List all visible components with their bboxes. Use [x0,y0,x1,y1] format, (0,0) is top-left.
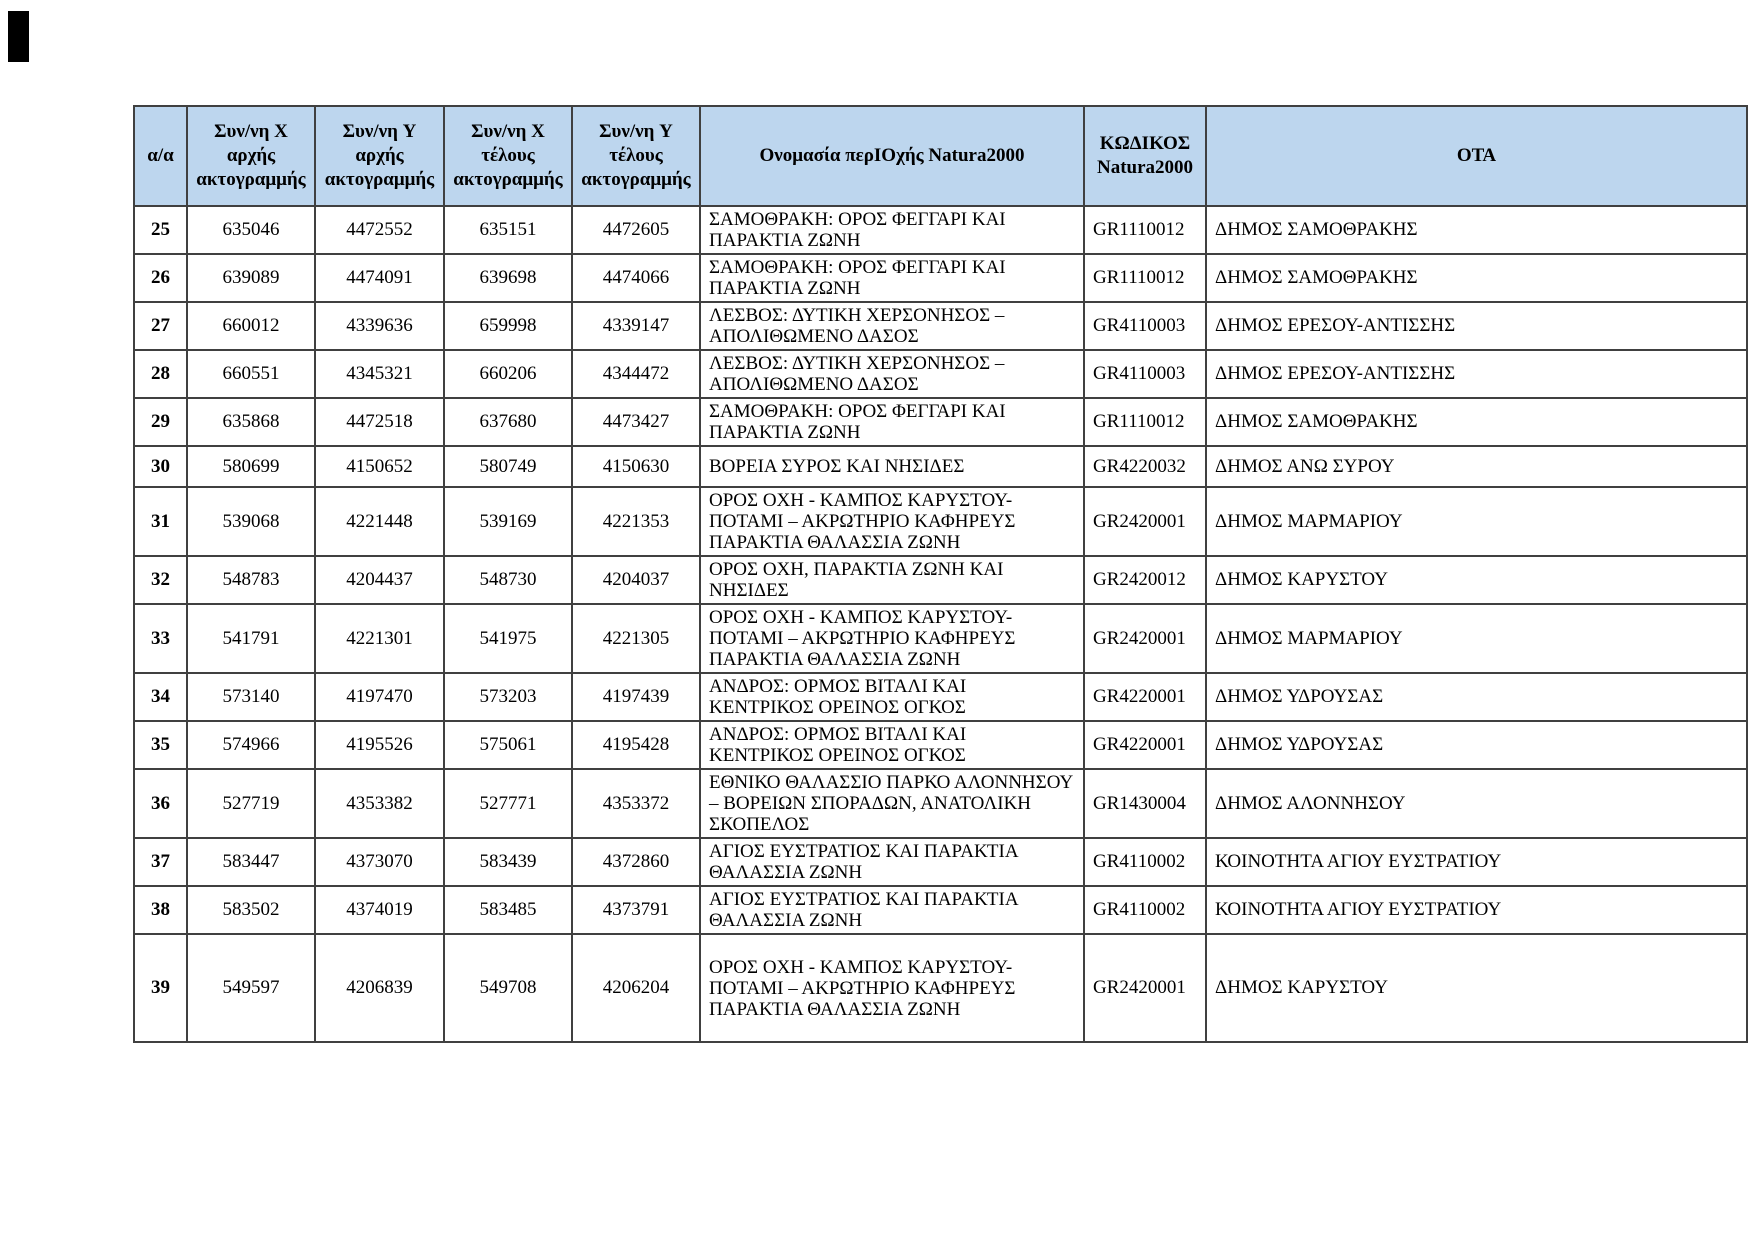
cell-y-end: 4373791 [572,886,700,934]
table-row [134,604,1747,673]
cell-row-number: 38 [134,886,187,934]
cell-region-name: ΒΟΡΕΙΑ ΣΥΡΟΣ ΚΑΙ ΝΗΣΙΔΕΣ [700,446,1084,487]
cell-y-end: 4221353 [572,487,700,556]
column-header-x-start: Συν/νη X αρχής ακτογραμμής [187,106,315,206]
column-header-code: ΚΩΔΙΚΟΣ Natura2000 [1084,106,1206,206]
cell-ota: ΔΗΜΟΣ ΥΔΡΟΥΣΑΣ [1206,721,1747,769]
cell-x-start: 539068 [187,487,315,556]
cell-y-end: 4344472 [572,350,700,398]
cell-natura-code: GR4220001 [1084,673,1206,721]
table-row [134,886,1747,934]
column-header-y-start: Συν/νη Y αρχής ακτογραμμής [315,106,444,206]
cell-ota: ΔΗΜΟΣ ΑΝΩ ΣΥΡΟΥ [1206,446,1747,487]
cell-y-end: 4474066 [572,254,700,302]
cell-ota: ΔΗΜΟΣ ΣΑΜΟΘΡΑΚΗΣ [1206,206,1747,254]
cell-y-start: 4221301 [315,604,444,673]
cell-region-name: ΑΓΙΟΣ ΕΥΣΤΡΑΤΙΟΣ ΚΑΙ ΠΑΡΑΚΤΙΑ ΘΑΛΑΣΣΙΑ ΖΩΝΗ [700,838,1084,886]
cell-row-number: 27 [134,302,187,350]
cell-row-number: 25 [134,206,187,254]
table-row [134,487,1747,556]
cell-x-end: 637680 [444,398,572,446]
cell-ota: ΔΗΜΟΣ ΜΑΡΜΑΡΙΟΥ [1206,487,1747,556]
column-header-x-end: Συν/νη X τέλους ακτογραμμής [444,106,572,206]
cell-natura-code: GR4220001 [1084,721,1206,769]
cell-y-start: 4474091 [315,254,444,302]
cell-natura-code: GR4110002 [1084,838,1206,886]
table-header [134,106,1747,206]
cell-row-number: 39 [134,934,187,1042]
table-row [134,398,1747,446]
cell-x-end: 639698 [444,254,572,302]
cell-y-start: 4472518 [315,398,444,446]
cell-row-number: 35 [134,721,187,769]
cell-region-name: ΑΝΔΡΟΣ: ΟΡΜΟΣ ΒΙΤΑΛΙ ΚΑΙ ΚΕΝΤΡΙΚΟΣ ΟΡΕΙΝΟΣ ΟΓΚΟΣ [700,673,1084,721]
cell-ota: ΔΗΜΟΣ ΣΑΜΟΘΡΑΚΗΣ [1206,398,1747,446]
cell-ota: ΔΗΜΟΣ ΥΔΡΟΥΣΑΣ [1206,673,1747,721]
cell-x-end: 527771 [444,769,572,838]
cell-y-end: 4221305 [572,604,700,673]
table-row [134,206,1747,254]
cell-region-name: ΣΑΜΟΘΡΑΚΗ: ΟΡΟΣ ΦΕΓΓΑΡΙ ΚΑΙ ΠΑΡΑΚΤΙΑ ΖΩΝΗ [700,398,1084,446]
cell-row-number: 37 [134,838,187,886]
cell-x-start: 635868 [187,398,315,446]
column-header-y-end: Συν/νη Y τέλους ακτογραμμής [572,106,700,206]
cell-x-end: 549708 [444,934,572,1042]
cell-natura-code: GR2420001 [1084,604,1206,673]
cell-y-start: 4472552 [315,206,444,254]
cell-y-end: 4339147 [572,302,700,350]
cell-natura-code: GR4110002 [1084,886,1206,934]
cell-row-number: 26 [134,254,187,302]
cell-x-start: 573140 [187,673,315,721]
cell-y-start: 4374019 [315,886,444,934]
cell-row-number: 32 [134,556,187,604]
column-header-name: Ονομασία περΙΟχής Natura2000 [700,106,1084,206]
cell-x-start: 548783 [187,556,315,604]
cell-region-name: ΣΑΜΟΘΡΑΚΗ: ΟΡΟΣ ΦΕΓΓΑΡΙ ΚΑΙ ΠΑΡΑΚΤΙΑ ΖΩΝΗ [700,206,1084,254]
cell-row-number: 28 [134,350,187,398]
cell-y-start: 4204437 [315,556,444,604]
cell-x-end: 573203 [444,673,572,721]
cell-y-start: 4353382 [315,769,444,838]
cell-natura-code: GR1430004 [1084,769,1206,838]
cell-x-end: 548730 [444,556,572,604]
table-row [134,446,1747,487]
cell-y-end: 4472605 [572,206,700,254]
table-row [134,254,1747,302]
table-body [134,206,1747,1042]
cell-x-end: 583439 [444,838,572,886]
cell-x-end: 580749 [444,446,572,487]
table-row [134,556,1747,604]
cell-x-end: 575061 [444,721,572,769]
cell-region-name: ΛΕΣΒΟΣ: ΔΥΤΙΚΗ ΧΕΡΣΟΝΗΣΟΣ – ΑΠΟΛΙΘΩΜΕΝΟ ΔΑΣΟΣ [700,302,1084,350]
cell-natura-code: GR4110003 [1084,302,1206,350]
cell-y-end: 4197439 [572,673,700,721]
cell-natura-code: GR2420001 [1084,934,1206,1042]
cell-y-end: 4150630 [572,446,700,487]
cell-x-end: 660206 [444,350,572,398]
cell-natura-code: GR1110012 [1084,398,1206,446]
cell-y-start: 4206839 [315,934,444,1042]
column-header-ota: ΟΤΑ [1206,106,1747,206]
table-row [134,673,1747,721]
cell-x-start: 660012 [187,302,315,350]
table-row [134,769,1747,838]
cell-y-start: 4345321 [315,350,444,398]
cell-x-start: 574966 [187,721,315,769]
cell-y-start: 4221448 [315,487,444,556]
cell-region-name: ΑΓΙΟΣ ΕΥΣΤΡΑΤΙΟΣ ΚΑΙ ΠΑΡΑΚΤΙΑ ΘΑΛΑΣΣΙΑ ΖΩΝΗ [700,886,1084,934]
cell-y-end: 4353372 [572,769,700,838]
cell-x-end: 583485 [444,886,572,934]
table-row [134,934,1747,1042]
cell-y-end: 4473427 [572,398,700,446]
cell-x-start: 541791 [187,604,315,673]
cell-natura-code: GR4110003 [1084,350,1206,398]
cell-x-start: 583447 [187,838,315,886]
cell-row-number: 30 [134,446,187,487]
column-header-index: α/α [134,106,187,206]
cell-natura-code: GR4220032 [1084,446,1206,487]
table-row [134,721,1747,769]
cell-y-start: 4339636 [315,302,444,350]
cell-region-name: ΛΕΣΒΟΣ: ΔΥΤΙΚΗ ΧΕΡΣΟΝΗΣΟΣ – ΑΠΟΛΙΘΩΜΕΝΟ ΔΑΣΟΣ [700,350,1084,398]
cell-natura-code: GR1110012 [1084,206,1206,254]
cell-x-start: 583502 [187,886,315,934]
natura2000-table [133,105,1748,1043]
scan-artifact-mark [8,11,29,62]
cell-row-number: 29 [134,398,187,446]
cell-natura-code: GR1110012 [1084,254,1206,302]
cell-x-start: 549597 [187,934,315,1042]
cell-y-end: 4204037 [572,556,700,604]
cell-ota: ΔΗΜΟΣ ΚΑΡΥΣΤΟΥ [1206,556,1747,604]
cell-ota: ΔΗΜΟΣ ΑΛΟΝΝΗΣΟΥ [1206,769,1747,838]
cell-region-name: ΟΡΟΣ ΟΧΗ - ΚΑΜΠΟΣ ΚΑΡΥΣΤΟΥ-ΠΟΤΑΜΙ – ΑΚΡΩΤΗΡΙΟ ΚΑΦΗΡΕΥΣ ΠΑΡΑΚΤΙΑ ΘΑΛΑΣΣΙΑ ΖΩΝΗ [700,604,1084,673]
cell-region-name: ΕΘΝΙΚΟ ΘΑΛΑΣΣΙΟ ΠΑΡΚΟ ΑΛΟΝΝΗΣΟΥ – ΒΟΡΕΙΩΝ ΣΠΟΡΑΔΩΝ, ΑΝΑΤΟΛΙΚΗ ΣΚΟΠΕΛΟΣ [700,769,1084,838]
cell-row-number: 33 [134,604,187,673]
cell-x-start: 660551 [187,350,315,398]
table-row [134,838,1747,886]
cell-natura-code: GR2420001 [1084,487,1206,556]
cell-x-end: 541975 [444,604,572,673]
cell-ota: ΔΗΜΟΣ ΣΑΜΟΘΡΑΚΗΣ [1206,254,1747,302]
cell-ota: ΚΟΙΝΟΤΗΤΑ ΑΓΙΟΥ ΕΥΣΤΡΑΤΙΟΥ [1206,886,1747,934]
cell-region-name: ΑΝΔΡΟΣ: ΟΡΜΟΣ ΒΙΤΑΛΙ ΚΑΙ ΚΕΝΤΡΙΚΟΣ ΟΡΕΙΝΟΣ ΟΓΚΟΣ [700,721,1084,769]
cell-ota: ΚΟΙΝΟΤΗΤΑ ΑΓΙΟΥ ΕΥΣΤΡΑΤΙΟΥ [1206,838,1747,886]
cell-natura-code: GR2420012 [1084,556,1206,604]
table-row [134,350,1747,398]
cell-region-name: ΟΡΟΣ ΟΧΗ - ΚΑΜΠΟΣ ΚΑΡΥΣΤΟΥ-ΠΟΤΑΜΙ – ΑΚΡΩΤΗΡΙΟ ΚΑΦΗΡΕΥΣ ΠΑΡΑΚΤΙΑ ΘΑΛΑΣΣΙΑ ΖΩΝΗ [700,934,1084,1042]
header-row [134,106,1747,206]
cell-x-start: 580699 [187,446,315,487]
cell-x-start: 527719 [187,769,315,838]
cell-y-start: 4373070 [315,838,444,886]
cell-y-start: 4197470 [315,673,444,721]
cell-y-end: 4372860 [572,838,700,886]
cell-ota: ΔΗΜΟΣ ΜΑΡΜΑΡΙΟΥ [1206,604,1747,673]
cell-region-name: ΣΑΜΟΘΡΑΚΗ: ΟΡΟΣ ΦΕΓΓΑΡΙ ΚΑΙ ΠΑΡΑΚΤΙΑ ΖΩΝΗ [700,254,1084,302]
cell-x-start: 635046 [187,206,315,254]
cell-region-name: ΟΡΟΣ ΟΧΗ, ΠΑΡΑΚΤΙΑ ΖΩΝΗ ΚΑΙ ΝΗΣΙΔΕΣ [700,556,1084,604]
cell-row-number: 36 [134,769,187,838]
cell-x-start: 639089 [187,254,315,302]
cell-ota: ΔΗΜΟΣ ΕΡΕΣΟΥ-ΑΝΤΙΣΣΗΣ [1206,302,1747,350]
cell-y-end: 4206204 [572,934,700,1042]
cell-row-number: 34 [134,673,187,721]
cell-ota: ΔΗΜΟΣ ΚΑΡΥΣΤΟΥ [1206,934,1747,1042]
cell-ota: ΔΗΜΟΣ ΕΡΕΣΟΥ-ΑΝΤΙΣΣΗΣ [1206,350,1747,398]
cell-y-start: 4150652 [315,446,444,487]
cell-x-end: 635151 [444,206,572,254]
cell-region-name: ΟΡΟΣ ΟΧΗ - ΚΑΜΠΟΣ ΚΑΡΥΣΤΟΥ-ΠΟΤΑΜΙ – ΑΚΡΩΤΗΡΙΟ ΚΑΦΗΡΕΥΣ ΠΑΡΑΚΤΙΑ ΘΑΛΑΣΣΙΑ ΖΩΝΗ [700,487,1084,556]
cell-x-end: 539169 [444,487,572,556]
cell-row-number: 31 [134,487,187,556]
cell-x-end: 659998 [444,302,572,350]
cell-y-start: 4195526 [315,721,444,769]
cell-y-end: 4195428 [572,721,700,769]
table-row [134,302,1747,350]
